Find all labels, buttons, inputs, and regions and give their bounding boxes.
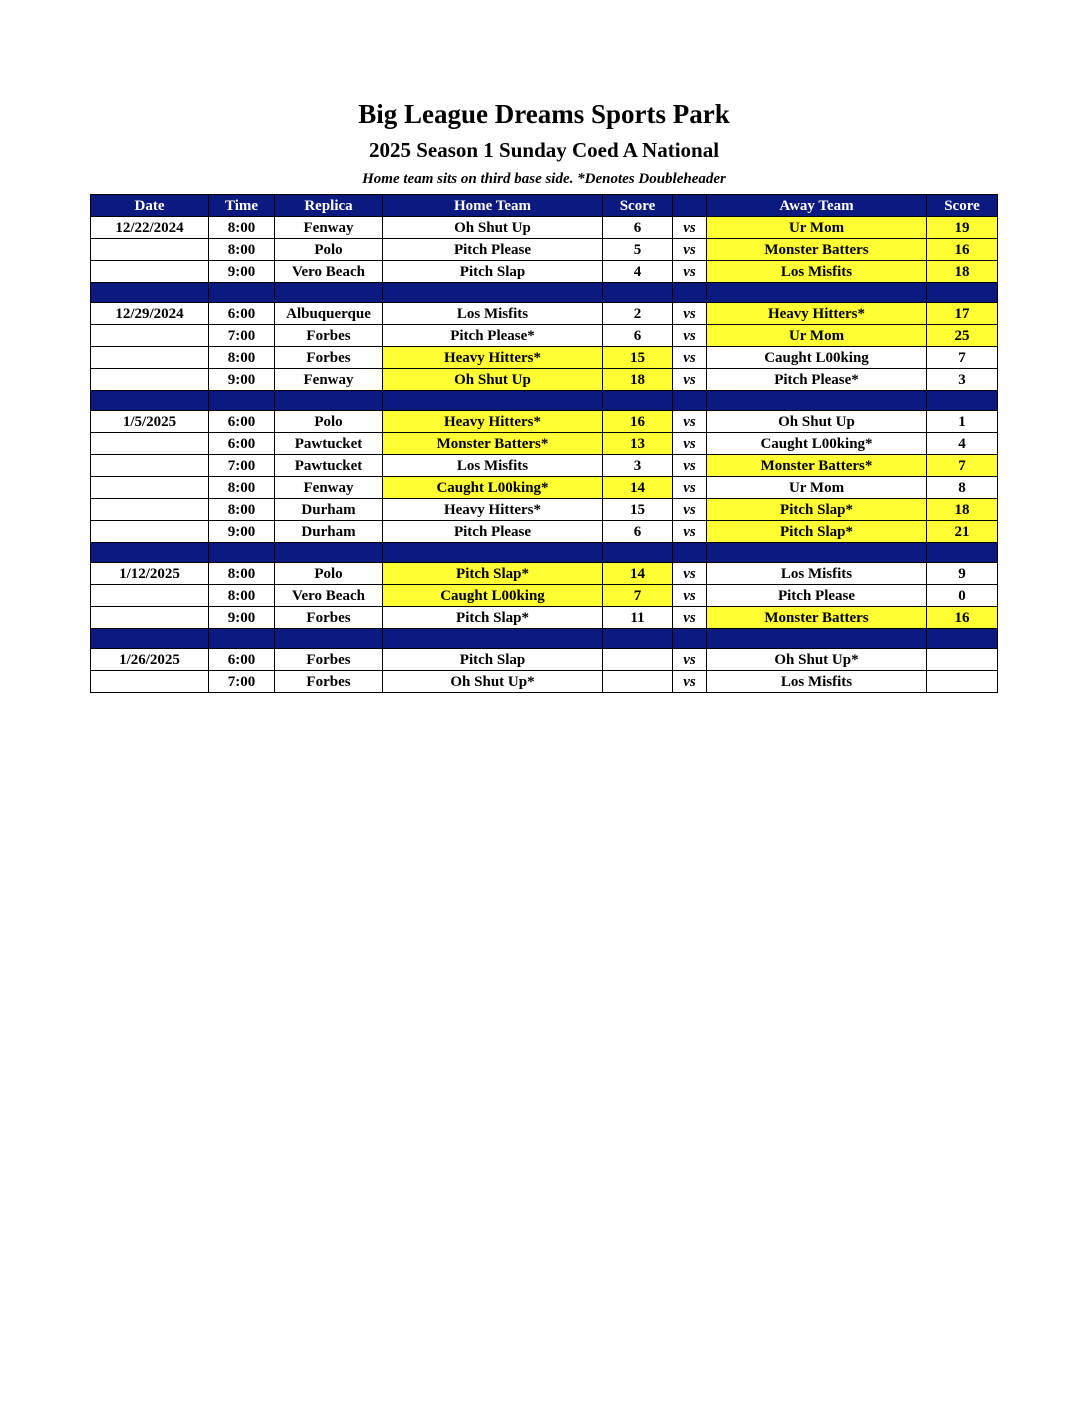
game-row <box>91 477 998 499</box>
cell-vs: vs <box>673 607 707 629</box>
separator-cell <box>383 391 603 411</box>
separator-cell <box>707 543 927 563</box>
separator-row <box>91 391 998 411</box>
games-body <box>91 217 998 693</box>
separator-cell <box>707 391 927 411</box>
cell-home-team: Pitch Please <box>383 239 603 261</box>
separator-cell <box>91 629 209 649</box>
cell-away-score: 8 <box>927 477 998 499</box>
cell-replica: Pawtucket <box>275 433 383 455</box>
cell-away-team: Heavy Hitters* <box>707 303 927 325</box>
cell-vs: vs <box>673 521 707 543</box>
game-row <box>91 671 998 693</box>
separator-row <box>91 629 998 649</box>
cell-away-team: Ur Mom <box>707 217 927 239</box>
separator-cell <box>383 629 603 649</box>
cell-replica: Vero Beach <box>275 261 383 283</box>
col-header-date: Date <box>91 195 209 217</box>
cell-away-team: Pitch Please* <box>707 369 927 391</box>
cell-home-team: Monster Batters* <box>383 433 603 455</box>
cell-date <box>91 585 209 607</box>
cell-home-team: Pitch Please <box>383 521 603 543</box>
cell-date <box>91 239 209 261</box>
game-row <box>91 563 998 585</box>
cell-home-score: 13 <box>603 433 673 455</box>
cell-away-team: Los Misfits <box>707 671 927 693</box>
cell-date <box>91 455 209 477</box>
col-header-away-team: Away Team <box>707 195 927 217</box>
cell-home-team: Pitch Slap <box>383 261 603 283</box>
col-header-vs <box>673 195 707 217</box>
cell-home-score: 16 <box>603 411 673 433</box>
cell-away-team: Oh Shut Up <box>707 411 927 433</box>
game-row <box>91 369 998 391</box>
separator-cell <box>927 391 998 411</box>
cell-away-score: 21 <box>927 521 998 543</box>
cell-away-score: 3 <box>927 369 998 391</box>
cell-time: 9:00 <box>209 369 275 391</box>
cell-vs: vs <box>673 499 707 521</box>
game-row <box>91 455 998 477</box>
cell-home-team: Caught L00king* <box>383 477 603 499</box>
cell-home-score: 3 <box>603 455 673 477</box>
cell-home-team: Heavy Hitters* <box>383 499 603 521</box>
cell-away-team: Los Misfits <box>707 261 927 283</box>
cell-date <box>91 433 209 455</box>
cell-time: 8:00 <box>209 239 275 261</box>
cell-home-team: Heavy Hitters* <box>383 411 603 433</box>
game-row <box>91 499 998 521</box>
col-header-replica: Replica <box>275 195 383 217</box>
separator-cell <box>927 283 998 303</box>
separator-cell <box>603 543 673 563</box>
cell-replica: Pawtucket <box>275 455 383 477</box>
cell-away-score: 7 <box>927 455 998 477</box>
cell-home-team: Caught L00king <box>383 585 603 607</box>
cell-home-team: Los Misfits <box>383 303 603 325</box>
separator-cell <box>673 629 707 649</box>
cell-replica: Fenway <box>275 477 383 499</box>
cell-away-score: 9 <box>927 563 998 585</box>
cell-vs: vs <box>673 671 707 693</box>
cell-away-team: Pitch Slap* <box>707 499 927 521</box>
separator-cell <box>673 391 707 411</box>
cell-replica: Polo <box>275 563 383 585</box>
cell-vs: vs <box>673 477 707 499</box>
separator-cell <box>209 629 275 649</box>
cell-home-team: Pitch Slap* <box>383 563 603 585</box>
separator-cell <box>927 629 998 649</box>
cell-replica: Vero Beach <box>275 585 383 607</box>
cell-away-team: Pitch Please <box>707 585 927 607</box>
game-row <box>91 411 998 433</box>
separator-cell <box>673 283 707 303</box>
cell-home-team: Pitch Please* <box>383 325 603 347</box>
cell-replica: Forbes <box>275 607 383 629</box>
cell-away-score: 18 <box>927 499 998 521</box>
cell-home-score: 5 <box>603 239 673 261</box>
cell-home-score: 6 <box>603 325 673 347</box>
cell-time: 9:00 <box>209 521 275 543</box>
separator-cell <box>603 629 673 649</box>
cell-vs: vs <box>673 369 707 391</box>
separator-cell <box>209 391 275 411</box>
cell-away-score: 1 <box>927 411 998 433</box>
cell-home-score: 6 <box>603 217 673 239</box>
cell-vs: vs <box>673 585 707 607</box>
separator-row <box>91 283 998 303</box>
separator-cell <box>91 283 209 303</box>
cell-time: 6:00 <box>209 303 275 325</box>
cell-time: 8:00 <box>209 217 275 239</box>
separator-cell <box>209 283 275 303</box>
separator-cell <box>383 543 603 563</box>
cell-replica: Forbes <box>275 347 383 369</box>
cell-home-score: 7 <box>603 585 673 607</box>
game-row <box>91 239 998 261</box>
cell-home-score: 6 <box>603 521 673 543</box>
cell-vs: vs <box>673 217 707 239</box>
cell-home-score: 14 <box>603 477 673 499</box>
cell-away-team: Monster Batters <box>707 607 927 629</box>
separator-cell <box>91 543 209 563</box>
cell-home-team: Pitch Slap* <box>383 607 603 629</box>
col-header-home-score: Score <box>603 195 673 217</box>
col-header-away-score: Score <box>927 195 998 217</box>
separator-cell <box>91 391 209 411</box>
separator-cell <box>275 391 383 411</box>
cell-time: 8:00 <box>209 563 275 585</box>
cell-home-score: 18 <box>603 369 673 391</box>
cell-home-team: Oh Shut Up <box>383 369 603 391</box>
cell-date <box>91 325 209 347</box>
cell-away-score: 25 <box>927 325 998 347</box>
cell-home-score: 4 <box>603 261 673 283</box>
game-row <box>91 325 998 347</box>
game-row <box>91 433 998 455</box>
cell-date <box>91 499 209 521</box>
separator-cell <box>927 543 998 563</box>
game-row <box>91 521 998 543</box>
cell-away-team: Los Misfits <box>707 563 927 585</box>
cell-vs: vs <box>673 433 707 455</box>
separator-cell <box>275 283 383 303</box>
cell-home-team: Pitch Slap <box>383 649 603 671</box>
cell-time: 6:00 <box>209 433 275 455</box>
cell-time: 6:00 <box>209 411 275 433</box>
cell-away-score: 16 <box>927 607 998 629</box>
cell-replica: Polo <box>275 239 383 261</box>
cell-replica: Forbes <box>275 671 383 693</box>
cell-away-score: 0 <box>927 585 998 607</box>
cell-time: 6:00 <box>209 649 275 671</box>
game-row <box>91 607 998 629</box>
cell-vs: vs <box>673 411 707 433</box>
page-subtitle: 2025 Season 1 Sunday Coed A National <box>368 138 720 162</box>
game-row <box>91 649 998 671</box>
cell-vs: vs <box>673 325 707 347</box>
cell-replica: Durham <box>275 521 383 543</box>
cell-away-score <box>927 671 998 693</box>
cell-home-score <box>603 649 673 671</box>
separator-cell <box>275 629 383 649</box>
cell-date: 1/26/2025 <box>91 649 209 671</box>
cell-away-team: Monster Batters <box>707 239 927 261</box>
cell-away-score: 7 <box>927 347 998 369</box>
cell-home-team: Los Misfits <box>383 455 603 477</box>
cell-vs: vs <box>673 303 707 325</box>
separator-cell <box>707 283 927 303</box>
cell-date <box>91 521 209 543</box>
cell-time: 8:00 <box>209 585 275 607</box>
cell-away-team: Ur Mom <box>707 325 927 347</box>
cell-home-score <box>603 671 673 693</box>
cell-home-score: 14 <box>603 563 673 585</box>
cell-vs: vs <box>673 261 707 283</box>
cell-replica: Forbes <box>275 649 383 671</box>
cell-date: 1/12/2025 <box>91 563 209 585</box>
cell-time: 8:00 <box>209 347 275 369</box>
cell-vs: vs <box>673 347 707 369</box>
cell-date <box>91 607 209 629</box>
game-row <box>91 303 998 325</box>
cell-time: 8:00 <box>209 499 275 521</box>
separator-cell <box>383 283 603 303</box>
cell-time: 9:00 <box>209 261 275 283</box>
cell-away-score: 17 <box>927 303 998 325</box>
cell-replica: Polo <box>275 411 383 433</box>
schedule-table <box>90 194 998 693</box>
cell-away-team: Caught L00king* <box>707 433 927 455</box>
cell-time: 8:00 <box>209 477 275 499</box>
game-row <box>91 585 998 607</box>
separator-cell <box>673 543 707 563</box>
separator-cell <box>707 629 927 649</box>
header-row <box>91 195 998 217</box>
cell-away-score: 18 <box>927 261 998 283</box>
cell-vs: vs <box>673 455 707 477</box>
cell-time: 7:00 <box>209 455 275 477</box>
cell-date <box>91 347 209 369</box>
cell-home-team: Heavy Hitters* <box>383 347 603 369</box>
cell-date <box>91 477 209 499</box>
col-header-time: Time <box>209 195 275 217</box>
cell-time: 7:00 <box>209 671 275 693</box>
page-note: Home team sits on third base side. *Denotes Doubleheader <box>362 171 726 187</box>
cell-away-team: Caught L00king <box>707 347 927 369</box>
cell-date: 12/29/2024 <box>91 303 209 325</box>
separator-cell <box>209 543 275 563</box>
separator-cell <box>603 283 673 303</box>
cell-date <box>91 261 209 283</box>
cell-away-score: 19 <box>927 217 998 239</box>
cell-replica: Forbes <box>275 325 383 347</box>
cell-home-score: 11 <box>603 607 673 629</box>
cell-vs: vs <box>673 563 707 585</box>
cell-date: 1/5/2025 <box>91 411 209 433</box>
cell-vs: vs <box>673 649 707 671</box>
cell-time: 9:00 <box>209 607 275 629</box>
cell-home-score: 15 <box>603 347 673 369</box>
game-row <box>91 261 998 283</box>
col-header-home-team: Home Team <box>383 195 603 217</box>
cell-replica: Durham <box>275 499 383 521</box>
cell-away-score <box>927 649 998 671</box>
cell-date <box>91 369 209 391</box>
cell-time: 7:00 <box>209 325 275 347</box>
cell-home-score: 2 <box>603 303 673 325</box>
cell-replica: Fenway <box>275 217 383 239</box>
cell-home-team: Oh Shut Up* <box>383 671 603 693</box>
cell-away-score: 16 <box>927 239 998 261</box>
cell-away-team: Ur Mom <box>707 477 927 499</box>
cell-away-score: 4 <box>927 433 998 455</box>
page-title: Big League Dreams Sports Park <box>358 99 730 129</box>
cell-date: 12/22/2024 <box>91 217 209 239</box>
cell-vs: vs <box>673 239 707 261</box>
game-row <box>91 347 998 369</box>
cell-replica: Albuquerque <box>275 303 383 325</box>
cell-away-team: Oh Shut Up* <box>707 649 927 671</box>
separator-cell <box>603 391 673 411</box>
cell-home-team: Oh Shut Up <box>383 217 603 239</box>
cell-home-score: 15 <box>603 499 673 521</box>
cell-away-team: Pitch Slap* <box>707 521 927 543</box>
cell-replica: Fenway <box>275 369 383 391</box>
cell-date <box>91 671 209 693</box>
cell-away-team: Monster Batters* <box>707 455 927 477</box>
separator-cell <box>275 543 383 563</box>
separator-row <box>91 543 998 563</box>
game-row <box>91 217 998 239</box>
